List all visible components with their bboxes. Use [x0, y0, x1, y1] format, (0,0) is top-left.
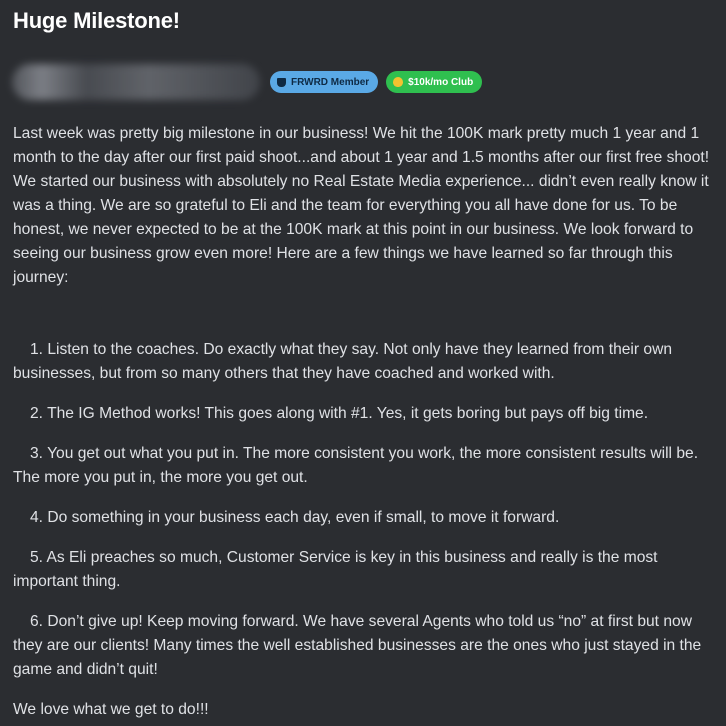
- badge-label: $10k/mo Club: [408, 76, 474, 88]
- list-text: You get out what you put in. The more consistent you work, the more consistent results will be. The more you put in, the more you get out.: [13, 445, 699, 486]
- list-text: As Eli preaches so much, Customer Service is key in this business and really is the most important thing.: [13, 549, 658, 590]
- list-item: [13, 338, 717, 386]
- list-item: [13, 402, 717, 426]
- trophy-icon: [277, 78, 286, 87]
- list-text: Listen to the coaches. Do exactly what they say. Not only have they learned from their own businesses, but from so many others that they have coached and worked with.: [13, 341, 673, 382]
- author-row: [12, 60, 482, 104]
- list-text: Do something in your business each day, even if small, to move it forward.: [47, 509, 560, 526]
- post-title: Huge Milestone!: [13, 8, 180, 33]
- club-badge[interactable]: [386, 71, 482, 93]
- list-item: [13, 546, 717, 594]
- post-body: [13, 122, 717, 722]
- badge-label: FRWRD Member: [291, 76, 370, 88]
- list-item: [13, 442, 717, 490]
- moneybag-icon: [393, 77, 403, 87]
- list-text: The IG Method works! This goes along with #1. Yes, it gets boring but pays off big time.: [47, 405, 649, 422]
- blurred-author-info: [12, 64, 260, 100]
- list-number: 4.: [30, 509, 44, 526]
- list-number: 6.: [30, 613, 44, 630]
- list-number: 1.: [30, 341, 44, 358]
- list-number: 3.: [30, 445, 44, 462]
- list-number: 5.: [30, 549, 44, 566]
- list-item: [13, 506, 717, 530]
- list-item: [13, 610, 717, 682]
- list-number: 2.: [30, 405, 44, 422]
- post-closing: We love what we get to do!!!: [13, 701, 209, 718]
- list-text: Don’t give up! Keep moving forward. We have several Agents who told us “no” at first but now they are our clients! Many times the well established businesses are the ones who just stayed in the game and didn’t quit!: [13, 613, 702, 678]
- post-intro: Last week was pretty big milestone in our business! We hit the 100K mark pretty much 1 year and 1 month to the day after our first paid shoot...and about 1 year and 1.5 months after our first free shoot! We started our business with absolutely no Real Estate Media experience... didn’t even really know it was a thing. We are so grateful to Eli and the team for everything you all have done for us. To be honest, we never expected to be at the 100K mark at this point in our business. We look forward to seeing our business grow even more! Here are a few things we have learned so far through this journey:: [13, 125, 710, 286]
- frwrd-member-badge[interactable]: [270, 71, 378, 93]
